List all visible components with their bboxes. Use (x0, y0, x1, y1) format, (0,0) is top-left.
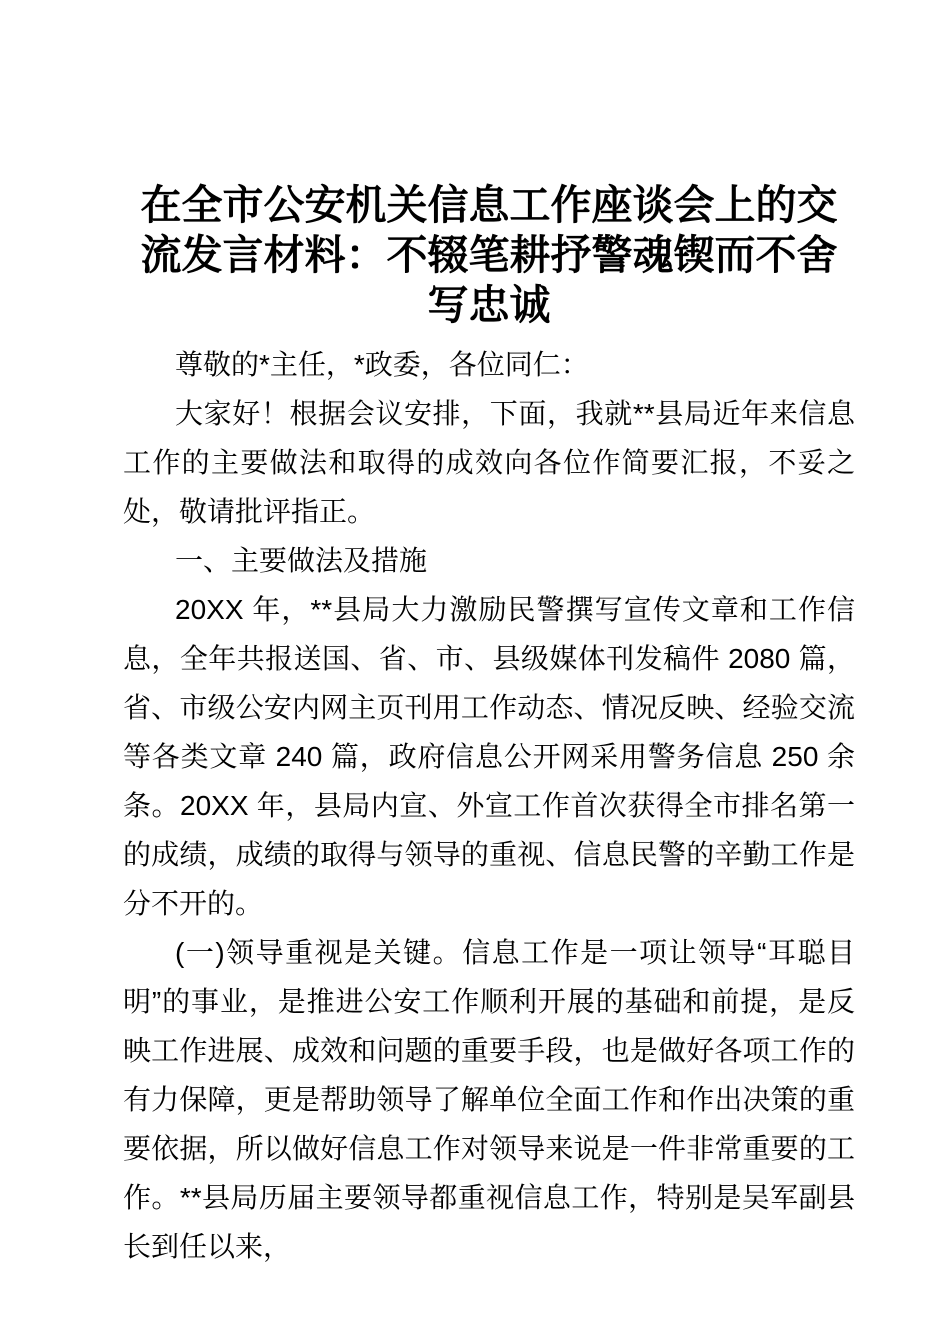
achievements-paragraph: 20XX 年，**县局大力激励民警撰写宣传文章和工作信息，全年共报送国、省、市、县级媒体刊发稿件 2080 篇，省、市级公安内网主页刊用工作动态、情况反映、经验交流等各类文章 240 篇，政府信息公开网采用警务信息 250 余条。20XX 年，县局内宣、外宣工作首次获得全市排名第一的成绩，成绩的取得与领导的重视、信息民警的辛勤工作是分不开的。 (123, 594, 855, 919)
salutation-paragraph: 尊敬的*主任，*政委，各位同仁： (175, 349, 589, 380)
leadership-importance-paragraph: (一)领导重视是关键。信息工作是一项让领导“耳聪目明”的事业，是推进公安工作顺利开展的基础和前提，是反映工作进展、成效和问题的重要手段，也是做好各项工作的有力保障，更是帮助领导了解单位全面工作和作出决策的重要依据，所以做好信息工作对领导来说是一件非常重要的工作。**县局历届主要领导都重视信息工作，特别是吴军副县长到任以来， (123, 937, 855, 1262)
document-title: 在全市公安机关信息工作座谈会上的交流发言材料：不辍笔耕抒警魂锲而不舍写忠诚 (140, 182, 838, 328)
section-heading-main-practices: 一、主要做法及措施 (175, 545, 428, 576)
intro-paragraph: 大家好！根据会议安排，下面，我就**县局近年来信息工作的主要做法和取得的成效向各位作简要汇报，不妥之处，敬请批评指正。 (123, 398, 855, 527)
